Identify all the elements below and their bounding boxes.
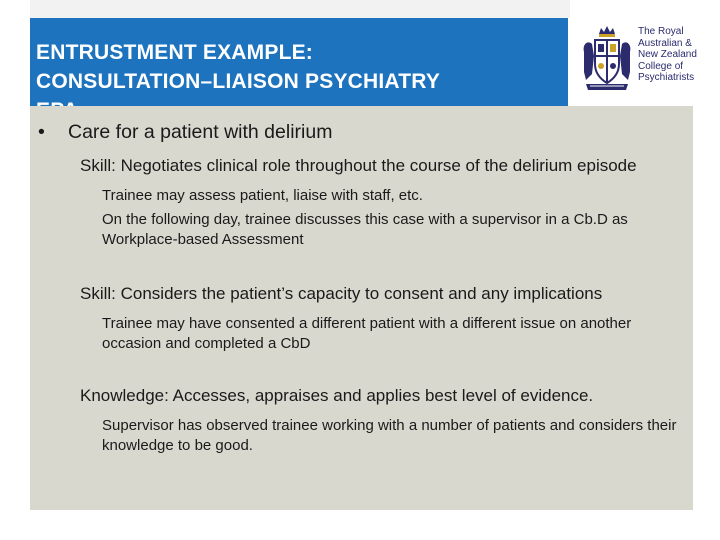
- skill-2-detail-1: Trainee may have consented a different patient with a different issue on another occasion and completed a CbD: [102, 315, 632, 352]
- knowledge-detail-1: Supervisor has observed trainee working with a number of patients and considers their knowledge to be good.: [102, 417, 677, 454]
- skill-1-detail-2: On the following day, trainee discusses this case with a supervisor in a Cb.D as Workplace-based Assessment: [102, 211, 628, 248]
- skill-1-detail-1: Trainee may assess patient, liaise with staff, etc.: [102, 187, 423, 204]
- skill-block-1: [80, 154, 680, 250]
- knowledge-label: Knowledge: Accesses, appraises and applies best level of evidence.: [80, 386, 594, 405]
- skill-1-label: Skill: Negotiates clinical role throughout the course of the delirium episode: [80, 156, 637, 175]
- logo-line-1: The Royal: [638, 26, 684, 37]
- main-bullet-text: Care for a patient with delirium: [68, 121, 333, 143]
- skill-block-2: [80, 282, 680, 354]
- logo-line-3: New Zealand: [638, 49, 697, 60]
- main-bullet: [38, 120, 332, 144]
- college-logo: [580, 18, 715, 100]
- logo-line-5: Psychiatrists: [638, 72, 695, 83]
- logo-line-2: Australian &: [638, 37, 692, 49]
- logo-line-4: College of: [638, 60, 684, 72]
- knowledge-block: [80, 384, 680, 456]
- crest-icon: [580, 22, 634, 96]
- title-line-2: CONSULTATION–LIAISON PSYCHIATRY: [36, 70, 441, 93]
- content-panel: [30, 106, 693, 510]
- skill-2-label: Skill: Considers the patient’s capacity to consent and any implications: [80, 284, 603, 303]
- logo-wordmark: [638, 26, 716, 84]
- title-box: [30, 18, 568, 106]
- title-line-1: ENTRUSTMENT EXAMPLE:: [36, 41, 313, 64]
- bullet-dot: •: [38, 121, 45, 143]
- top-strip: [30, 0, 570, 18]
